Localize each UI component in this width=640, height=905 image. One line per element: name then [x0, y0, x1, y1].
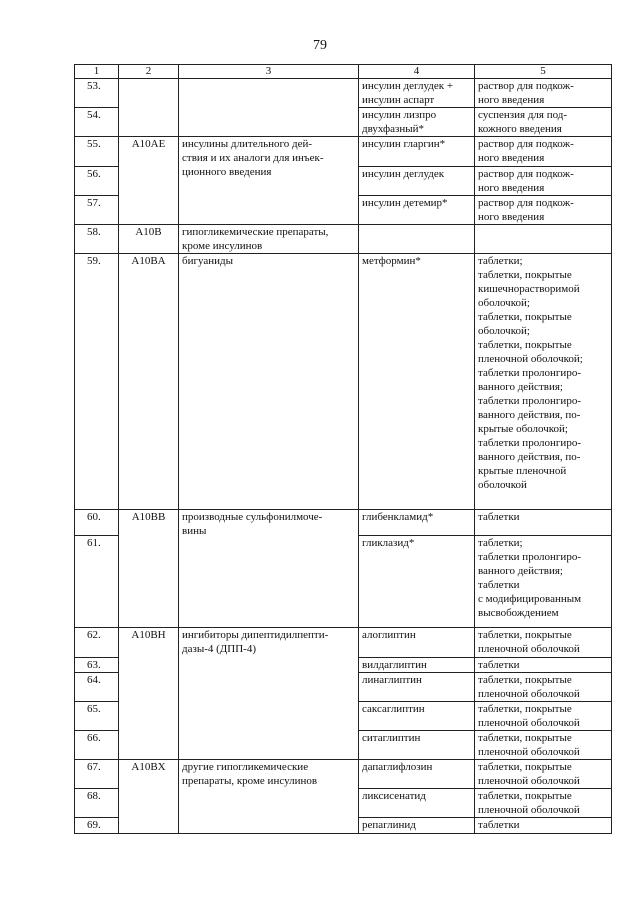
row-number-cell-text: 58. — [87, 226, 101, 238]
row-number-cell — [75, 108, 119, 137]
drug-name-cell — [359, 789, 475, 818]
drug-group-cell-text: другие гипогликемические препараты, кроме инсулинов — [182, 761, 318, 787]
drug-name-cell — [359, 137, 475, 167]
dosage-form-cell — [475, 673, 612, 702]
dosage-form-cell-text: таблетки; таблетки пролонгиро- ванного действия; таблетки с модифицированным высвобождением — [478, 537, 582, 619]
column-header: 1 — [75, 65, 119, 79]
drug-name-cell-text: инсулин гларгин* — [362, 138, 446, 150]
dosage-form-cell-text: таблетки — [478, 819, 520, 831]
row-number-cell — [75, 510, 119, 536]
drug-name-cell — [359, 818, 475, 834]
drug-name-cell — [359, 536, 475, 628]
atc-code-cell — [119, 225, 179, 254]
column-header: 3 — [179, 65, 359, 79]
atc-code-cell — [119, 254, 179, 510]
dosage-form-cell — [475, 137, 612, 167]
drug-name-cell-text: вилдаглиптин — [362, 659, 427, 671]
atc-code-cell — [119, 628, 179, 760]
drug-group-cell — [179, 137, 359, 225]
table-row — [75, 510, 612, 536]
drug-name-cell — [359, 108, 475, 137]
drug-name-cell-text: инсулин деглудек + инсулин аспарт — [362, 80, 454, 106]
atc-code-cell — [119, 137, 179, 225]
drug-name-cell-text: саксаглиптин — [362, 703, 425, 715]
dosage-form-cell-text: таблетки, покрытые пленочной оболочкой — [478, 790, 580, 816]
dosage-form-cell-text: раствор для подкож- ного введения — [478, 80, 574, 106]
dosage-form-cell — [475, 789, 612, 818]
drug-name-cell — [359, 658, 475, 673]
drug-table-body — [75, 65, 612, 834]
drug-name-cell — [359, 510, 475, 536]
drug-name-cell-text: гликлазид* — [362, 537, 415, 549]
dosage-form-cell-text: таблетки, покрытые пленочной оболочкой — [478, 629, 580, 655]
drug-name-cell — [359, 673, 475, 702]
row-number-cell — [75, 79, 119, 108]
drug-name-cell-text: инсулин лизпро двухфазный* — [362, 109, 437, 135]
drug-group-cell — [179, 510, 359, 628]
drug-name-cell — [359, 225, 475, 254]
row-number-cell — [75, 167, 119, 196]
dosage-form-cell-text: таблетки — [478, 659, 520, 671]
drug-group-cell-text: ингибиторы дипептидилпепти- дазы-4 (ДПП-4) — [182, 629, 329, 655]
row-number-cell-text: 53. — [87, 80, 101, 92]
dosage-form-cell — [475, 254, 612, 510]
row-number-cell-text: 67. — [87, 761, 101, 773]
drug-group-cell — [179, 79, 359, 137]
column-header: 4 — [359, 65, 475, 79]
row-number-cell-text: 56. — [87, 168, 101, 180]
drug-name-cell-text: ликсисенатид — [362, 790, 426, 802]
row-number-cell-text: 61. — [87, 537, 101, 549]
atc-code-cell-text: A10BX — [131, 761, 166, 773]
table-row — [75, 760, 612, 789]
dosage-form-cell — [475, 167, 612, 196]
drug-group-cell — [179, 254, 359, 510]
column-header: 2 — [119, 65, 179, 79]
drug-name-cell-text: инсулин детемир* — [362, 197, 448, 209]
drug-name-cell-text: ситаглиптин — [362, 732, 421, 744]
drug-group-cell-text: гипогликемические препараты, кроме инсулинов — [182, 226, 329, 252]
table-row — [75, 79, 612, 108]
dosage-form-cell — [475, 760, 612, 789]
drug-group-cell — [179, 628, 359, 760]
row-number-cell — [75, 536, 119, 628]
row-number-cell — [75, 702, 119, 731]
table-row — [75, 254, 612, 510]
atc-code-cell — [119, 79, 179, 137]
drug-name-cell — [359, 760, 475, 789]
dosage-form-cell-text: таблетки, покрытые пленочной оболочкой — [478, 732, 580, 758]
row-number-cell-text: 54. — [87, 109, 101, 121]
drug-name-cell — [359, 702, 475, 731]
drug-name-cell-text: метформин* — [362, 255, 421, 267]
atc-code-cell-text: A10B — [135, 226, 162, 238]
table-row — [75, 225, 612, 254]
dosage-form-cell-text: таблетки, покрытые пленочной оболочкой — [478, 703, 580, 729]
drug-group-cell-text: производные сульфонилмоче- вины — [182, 511, 323, 537]
row-number-cell — [75, 760, 119, 789]
dosage-form-cell-text: таблетки; таблетки, покрытые кишечнорастворимой оболочкой; таблетки, покрытые оболочкой; таблетки, покрытые пленочной оболочкой; таблетки пролонгиро- ванного действия; таблетки пролонгиро- ванного действия, по- крытые оболочкой; таблетки пролонгиро- ванного действия, по- крытые пленочной оболочкой — [478, 255, 583, 491]
row-number-cell-text: 65. — [87, 703, 101, 715]
drug-group-cell — [179, 225, 359, 254]
dosage-form-cell — [475, 196, 612, 225]
drug-group-cell-text: бигуаниды — [182, 255, 233, 267]
dosage-form-cell — [475, 628, 612, 658]
row-number-cell — [75, 196, 119, 225]
dosage-form-cell — [475, 818, 612, 834]
row-number-cell-text: 62. — [87, 629, 101, 641]
row-number-cell — [75, 731, 119, 760]
table-row — [75, 628, 612, 658]
drug-table — [74, 64, 612, 834]
row-number-cell-text: 68. — [87, 790, 101, 802]
drug-group-cell-text: инсулины длительного дей- ствия и их аналоги для инъек- ционного введения — [182, 138, 324, 178]
atc-code-cell-text: A10BA — [131, 255, 166, 267]
dosage-form-cell-text: таблетки — [478, 511, 520, 523]
atc-code-cell-text: A10AE — [131, 138, 166, 150]
drug-name-cell-text: глибенкламид* — [362, 511, 434, 523]
dosage-form-cell — [475, 510, 612, 536]
drug-name-cell — [359, 731, 475, 760]
row-number-cell-text: 57. — [87, 197, 101, 209]
row-number-cell — [75, 225, 119, 254]
dosage-form-cell-text: раствор для подкож- ного введения — [478, 168, 574, 194]
drug-group-cell — [179, 760, 359, 834]
table-row — [75, 137, 612, 167]
dosage-form-cell-text: таблетки, покрытые пленочной оболочкой — [478, 761, 580, 787]
drug-name-cell — [359, 628, 475, 658]
atc-code-cell — [119, 760, 179, 834]
dosage-form-cell — [475, 658, 612, 673]
dosage-form-cell — [475, 108, 612, 137]
row-number-cell — [75, 673, 119, 702]
drug-name-cell — [359, 167, 475, 196]
dosage-form-cell-text: таблетки, покрытые пленочной оболочкой — [478, 674, 580, 700]
row-number-cell-text: 64. — [87, 674, 101, 686]
row-number-cell — [75, 658, 119, 673]
row-number-cell-text: 66. — [87, 732, 101, 744]
table-header-row — [75, 65, 612, 79]
drug-name-cell — [359, 254, 475, 510]
dosage-form-cell — [475, 225, 612, 254]
dosage-form-cell — [475, 79, 612, 108]
drug-name-cell-text: линаглиптин — [362, 674, 422, 686]
row-number-cell — [75, 254, 119, 510]
atc-code-cell-text: A10BH — [131, 629, 166, 641]
drug-name-cell-text: репаглинид — [362, 819, 416, 831]
atc-code-cell-text: A10BB — [131, 511, 166, 523]
drug-name-cell — [359, 79, 475, 108]
row-number-cell — [75, 789, 119, 818]
row-number-cell-text: 60. — [87, 511, 101, 523]
row-number-cell — [75, 137, 119, 167]
dosage-form-cell — [475, 702, 612, 731]
dosage-form-cell-text: раствор для подкож- ного введения — [478, 138, 574, 164]
row-number-cell — [75, 818, 119, 834]
row-number-cell-text: 55. — [87, 138, 101, 150]
row-number-cell-text: 59. — [87, 255, 101, 267]
row-number-cell-text: 69. — [87, 819, 101, 831]
atc-code-cell — [119, 510, 179, 628]
dosage-form-cell-text: суспензия для под- кожного введения — [478, 109, 568, 135]
drug-name-cell-text: дапаглифлозин — [362, 761, 433, 773]
drug-name-cell-text: алоглиптин — [362, 629, 416, 641]
dosage-form-cell — [475, 731, 612, 760]
drug-name-cell — [359, 196, 475, 225]
dosage-form-cell — [475, 536, 612, 628]
drug-name-cell-text: инсулин деглудек — [362, 168, 445, 180]
row-number-cell-text: 63. — [87, 659, 101, 671]
page-number: 79 — [313, 38, 327, 53]
column-header: 5 — [475, 65, 612, 79]
dosage-form-cell-text: раствор для подкож- ного введения — [478, 197, 574, 223]
row-number-cell — [75, 628, 119, 658]
